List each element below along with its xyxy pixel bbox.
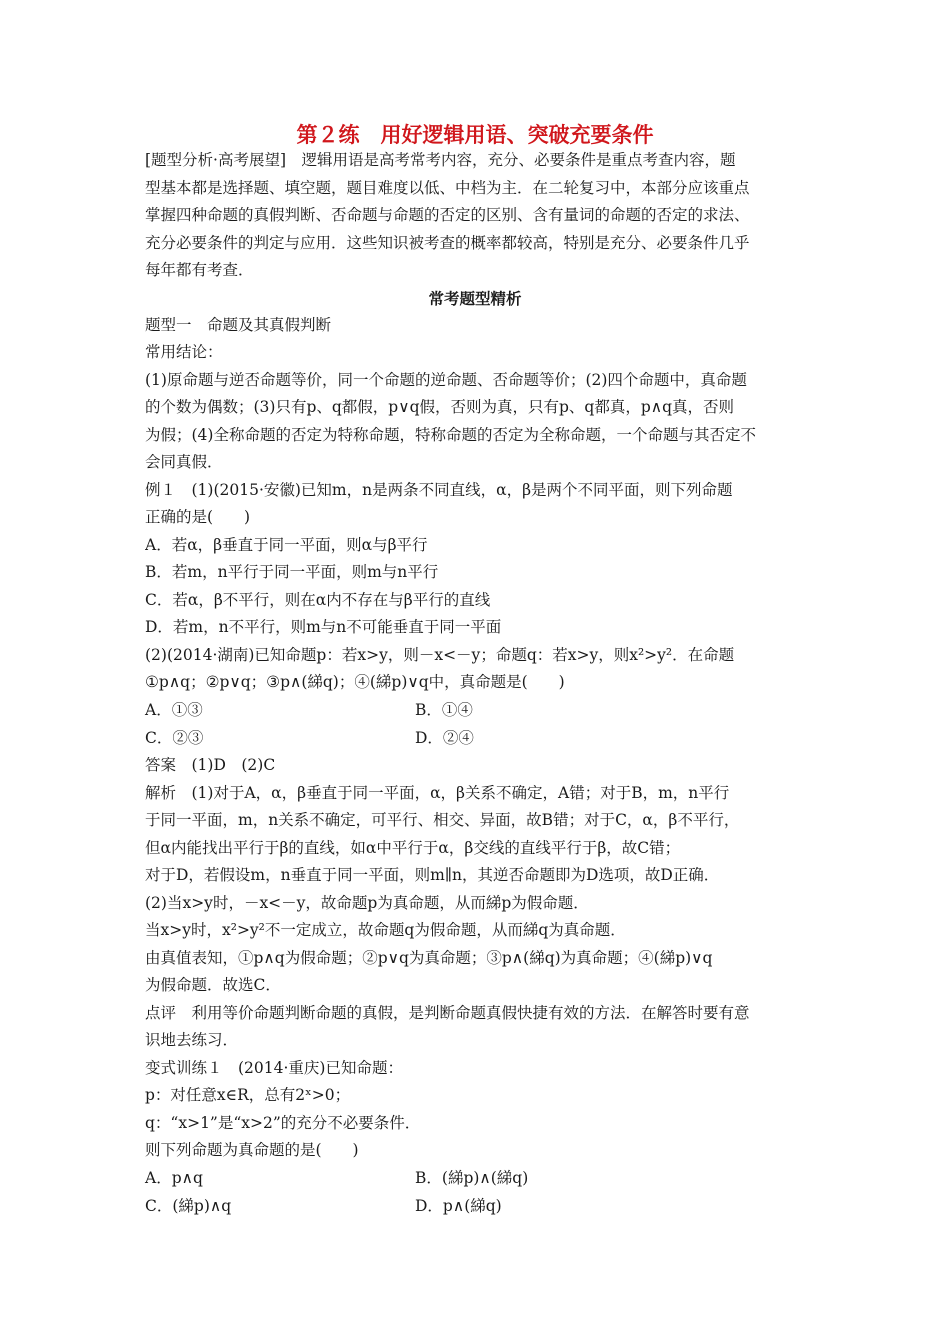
body-line: 当x>y时，x²>y²不一定成立，故命题q为假命题，从而綈q为真命题． <box>145 921 626 939</box>
option-d: D．p∧(綈q) <box>415 1197 502 1215</box>
body-line: 则下列命题为真命题的是( ) <box>145 1141 359 1159</box>
body-line: D．若m，n不平行，则m与n不可能垂直于同一平面 <box>145 618 502 636</box>
option-d: D．②④ <box>415 729 474 747</box>
option-c: C．(綈p)∧q <box>145 1197 232 1215</box>
option-a: A．p∧q <box>145 1169 203 1187</box>
body-line: 常用结论： <box>145 343 223 361</box>
body-line: 正确的是( ) <box>145 508 251 526</box>
body-line: 会同真假． <box>145 453 223 471</box>
body-line: 对于D，若假设m，n垂直于同一平面，则m∥n，其逆否命题即为D选项，故D正确． <box>145 866 720 884</box>
option-b: B．①④ <box>415 701 473 719</box>
body-line: 题型一 命题及其真假判断 <box>145 316 332 334</box>
body-line: C．若α，β不平行，则在α内不存在与β平行的直线 <box>145 591 491 609</box>
body-line: q：“x>1”是“x>2”的充分不必要条件． <box>145 1114 421 1132</box>
body-line: 的个数为偶数；(3)只有p、q都假，p∨q假，否则为真，只有p、q都真，p∧q真，否则 <box>145 398 735 416</box>
intro-line: 掌握四种命题的真假判断、否命题与命题的否定的区别、含有量词的命题的否定的求法、 <box>145 206 750 224</box>
body-line: B．若m，n平行于同一平面，则m与n平行 <box>145 563 439 581</box>
body-line: 点评 利用等价命题判断命题的真假，是判断命题真假快捷有效的方法．在解答时要有意 <box>145 1004 750 1022</box>
body-line: 例１ (1)(2015·安徽)已知m，n是两条不同直线，α，β是两个不同平面，则下列命题 <box>145 481 733 499</box>
intro-line: [题型分析·高考展望] 逻辑用语是高考常考内容，充分、必要条件是重点考查内容，题 <box>145 151 736 169</box>
body-line: (2)当x>y时，－x<－y，故命题p为真命题，从而綈p为假命题． <box>145 894 589 912</box>
body-line: 解析 (1)对于A，α，β垂直于同一平面，α，β关系不确定，A错；对于B，m，n平行 <box>145 784 730 802</box>
body-line: 由真值表知，①p∧q为假命题；②p∨q为真命题；③p∧(綈q)为真命题；④(綈p)∨q <box>145 949 713 967</box>
body-line: 变式训练１ (2014·重庆)已知命题： <box>145 1059 403 1077</box>
section-heading: 常考题型精析 <box>428 290 522 308</box>
intro-line: 充分必要条件的判定与应用．这些知识被考查的概率都较高，特别是充分、必要条件几乎 <box>145 234 750 252</box>
body-line: 但α内能找出平行于β的直线，如α中平行于α，β交线的直线平行于β，故C错； <box>145 839 681 857</box>
body-line: 为假；(4)全称命题的否定为特称命题，特称命题的否定为全称命题，一个命题与其否定不 <box>145 426 756 444</box>
body-line: (2)(2014·湖南)已知命题p：若x>y，则－x<－y；命题q：若x>y，则x²>y²．在命题 <box>145 646 735 664</box>
intro-line: 型基本都是选择题、填空题，题目难度以低、中档为主．在二轮复习中，本部分应该重点 <box>145 179 750 197</box>
intro-line: 每年都有考查． <box>145 261 254 279</box>
body-line: (1)原命题与逆否命题等价，同一个命题的逆命题、否命题等价；(2)四个命题中，真命题 <box>145 371 747 389</box>
body-line: 答案 (1)D (2)C <box>145 756 276 774</box>
option-a: A．①③ <box>145 701 203 719</box>
body-line: A．若α，β垂直于同一平面，则α与β平行 <box>145 536 428 554</box>
body-line: 于同一平面，m，n关系不确定，可平行、相交、异面，故B错；对于C，α，β不平行， <box>145 811 740 829</box>
body-line: 识地去练习． <box>145 1031 239 1049</box>
body-line: p：对任意x∈R，总有2ˣ>0； <box>145 1086 351 1104</box>
option-c: C．②③ <box>145 729 204 747</box>
body-line: 为假命题．故选C． <box>145 976 281 994</box>
body-line: ①p∧q；②p∨q；③p∧(綈q)；④(綈p)∨q中，真命题是( ) <box>145 673 565 691</box>
option-b: B．(綈p)∧(綈q) <box>415 1169 529 1187</box>
page-title: 第２练 用好逻辑用语、突破充要条件 <box>296 123 654 147</box>
